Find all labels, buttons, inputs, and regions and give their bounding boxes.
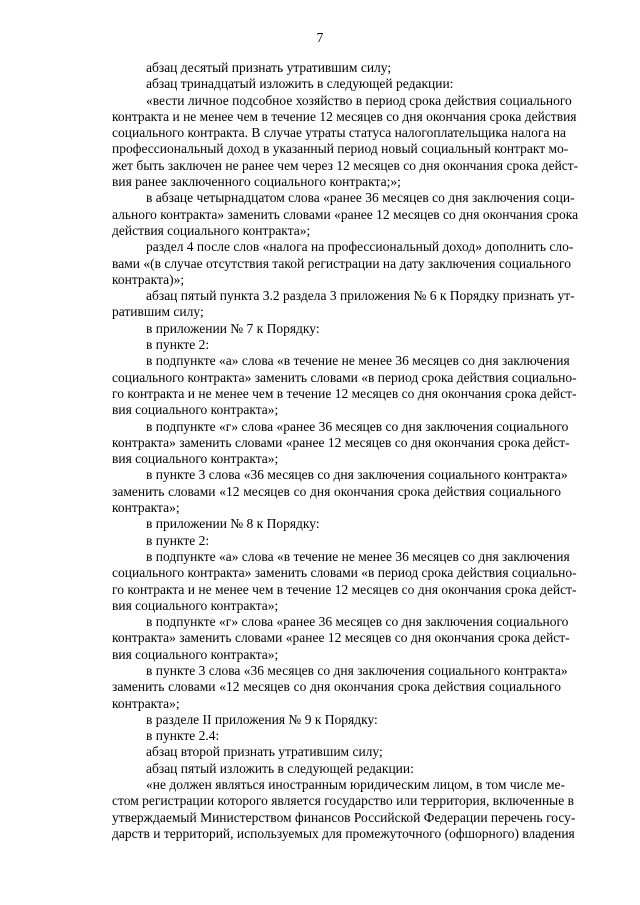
text-line: в подпункте «г» слова «ранее 36 месяцев со дня заключения социального — [146, 418, 569, 434]
text-line: в подпункте «а» слова «в течение не менее 36 месяцев со дня заключения — [146, 548, 570, 564]
text-line: ратившим силу; — [112, 304, 204, 320]
text-line: го контракта и не менее чем в течение 12 месяцев со дня окончания срока дейст- — [112, 385, 577, 401]
text-line: в подпункте «г» слова «ранее 36 месяцев со дня заключения социального — [146, 614, 569, 630]
text-line: абзац тринадцатый изложить в следующей редакции: — [146, 76, 454, 92]
text-line: профессиональный доход в указанный период новый социальный контракт мо- — [112, 141, 569, 157]
text-line: жет быть заключен не ранее чем через 12 месяцев со дня окончания срока дейст- — [112, 157, 579, 173]
text-line: социального контракта» заменить словами «в период срока действия социально- — [112, 369, 577, 385]
text-line: в приложении № 8 к Порядку: — [146, 516, 320, 532]
text-line: социального контракта» заменить словами «в период срока действия социально- — [112, 565, 577, 581]
text-line: абзац второй признать утратившим силу; — [146, 744, 383, 760]
text-line: контракта» заменить словами «ранее 12 месяцев со дня окончания срока дейст- — [112, 630, 570, 646]
text-line: контракта» заменить словами «ранее 12 месяцев со дня окончания срока дейст- — [112, 434, 570, 450]
document-body — [112, 60, 579, 842]
text-line: в подпункте «а» слова «в течение не менее 36 месяцев со дня заключения — [146, 353, 570, 369]
text-line: заменить словами «12 месяцев со дня окончания срока действия социального — [112, 679, 561, 695]
text-line: контракта)»; — [112, 271, 185, 287]
text-line: «не должен являться иностранным юридическим лицом, в том числе ме- — [146, 777, 565, 793]
text-line: в пункте 3 слова «36 месяцев со дня заключения социального контракта» — [146, 662, 568, 678]
text-line: абзац пятый пункта 3.2 раздела 3 приложения № 6 к Порядку признать ут- — [146, 288, 575, 304]
text-line: вия социального контракта»; — [112, 646, 279, 662]
text-line: утверждаемый Министерством финансов Российской Федерации перечень госу- — [112, 809, 576, 825]
text-line: вия социального контракта»; — [112, 451, 279, 467]
text-line: в абзаце четырнадцатом слова «ранее 36 месяцев со дня заключения соци- — [146, 190, 575, 206]
text-line: действия социального контракта»; — [112, 222, 311, 238]
text-line: в пункте 2: — [146, 532, 210, 548]
text-line: вия социального контракта»; — [112, 402, 279, 418]
text-line: в приложении № 7 к Порядку: — [146, 320, 320, 336]
page-number: 7 — [316, 30, 324, 45]
text-line: заменить словами «12 месяцев со дня окончания срока действия социального — [112, 483, 561, 499]
text-line: контракта»; — [112, 695, 180, 711]
text-line: контракта»; — [112, 500, 180, 516]
text-line: вия ранее заключенного социального контракта;»; — [112, 174, 401, 190]
text-line: в разделе II приложения № 9 к Порядку: — [146, 711, 378, 727]
text-line: контракта и не менее чем в течение 12 месяцев со дня окончания срока действия — [112, 108, 577, 124]
text-line: го контракта и не менее чем в течение 12 месяцев со дня окончания срока дейст- — [112, 581, 577, 597]
text-line: стом регистрации которого является государство или территория, включенные в — [112, 793, 574, 809]
text-line: ального контракта» заменить словами «ранее 12 месяцев со дня окончания срока — [112, 206, 579, 222]
text-line: социального контракта. В случае утраты статуса налогоплательщика налога на — [112, 125, 567, 141]
text-line: абзац пятый изложить в следующей редакции: — [146, 760, 414, 776]
text-line: дарств и территорий, используемых для промежуточного (офшорного) владения — [112, 825, 575, 841]
text-line: абзац десятый признать утратившим силу; — [146, 60, 392, 75]
text-line: раздел 4 после слов «налога на профессиональный доход» дополнить сло- — [146, 239, 574, 255]
text-line: в пункте 2.4: — [146, 728, 220, 744]
text-line: «вести личное подсобное хозяйство в период срока действия социального — [146, 92, 572, 108]
text-line: вами «(в случае отсутствия такой регистрации на дату заключения социального — [112, 255, 571, 271]
text-line: в пункте 3 слова «36 месяцев со дня заключения социального контракта» — [146, 467, 568, 483]
text-line: в пункте 2: — [146, 337, 210, 353]
text-line: вия социального контракта»; — [112, 597, 279, 613]
